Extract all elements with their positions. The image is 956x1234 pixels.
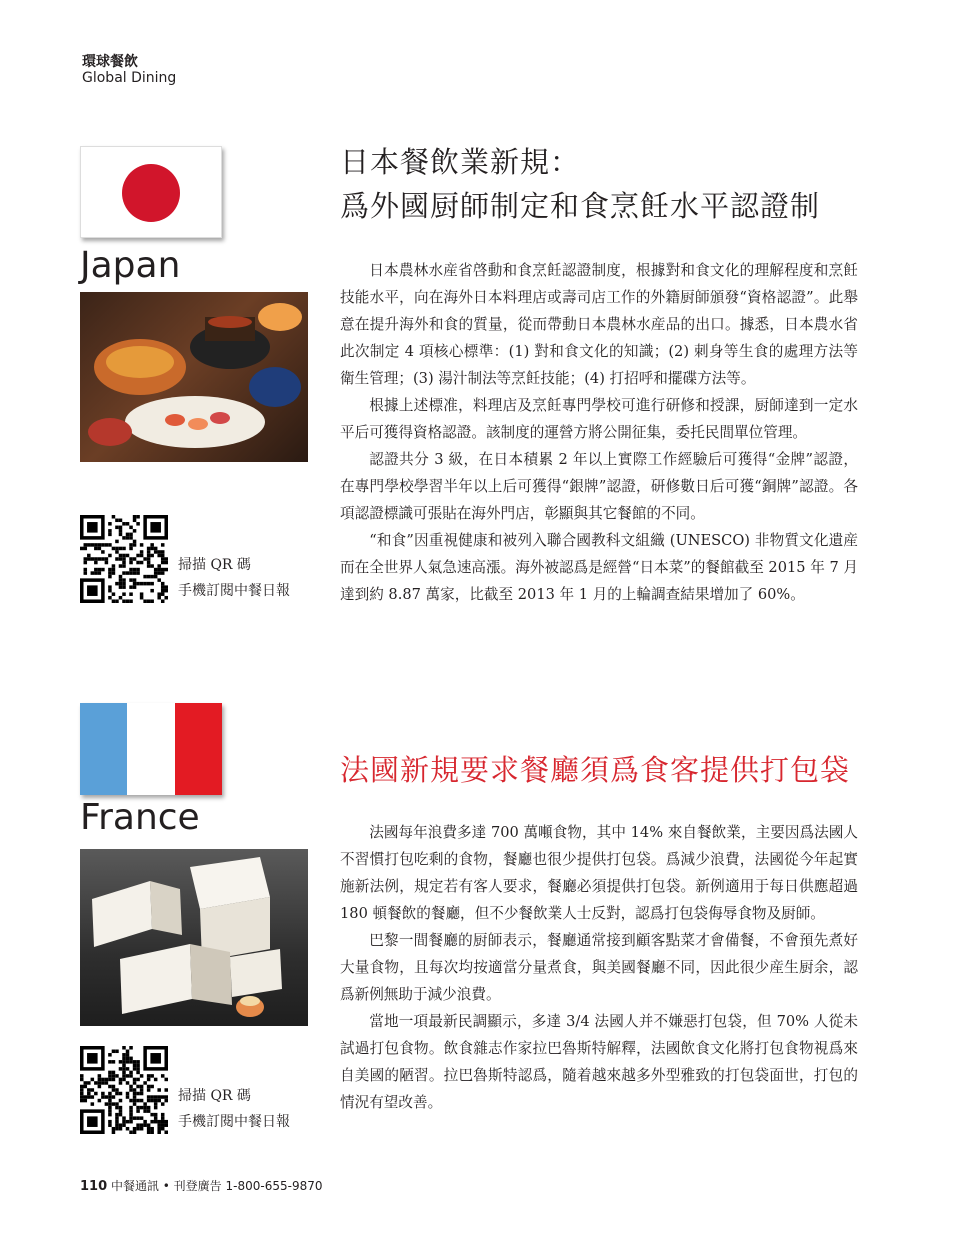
article-japan: [340, 257, 858, 608]
headline-france: 法國新規要求餐廳須爲食客提供打包袋: [340, 753, 851, 787]
qr-code-france[interactable]: [80, 1046, 168, 1134]
qr-caption-france: [178, 1083, 290, 1135]
paragraph: 認證共分 3 級，在日本積累 2 年以上實際工作經驗后可獲得“金牌”認證，在專門學校學習半年以上后可獲得“銀牌”認證，研修數日后可獲“銅牌”認證。各項認證標識可張貼在海外門店，彰顯與其它餐館的不同。: [340, 451, 858, 522]
section-title-en: Global Dining: [82, 70, 177, 86]
paragraph: 巴黎一間餐廳的厨師表示，餐廳通常接到顧客點菜才會備餐，不會預先煮好大量食物，且每次均按適當分量煮食，與美國餐廳不同，因此很少産生厨余，認爲新例無助于減少浪費。: [340, 932, 858, 1003]
page-number: 110: [80, 1179, 108, 1194]
headline-japan-line1: 日本餐飲業新規：: [340, 145, 581, 179]
country-label-france: France: [80, 797, 200, 838]
qr-caption-japan: [178, 552, 290, 604]
qr-caption-subscribe: 手機訂閱中餐日報: [178, 583, 290, 599]
page-footer: [80, 1177, 323, 1194]
paragraph: 法國每年浪費多達 700 萬噸食物，其中 14% 來自餐飲業，主要因爲法國人不習慣打包吃剩的食物，餐廳也很少提供打包袋。爲減少浪費，法國從今年起實施新法例，規定若有客人要求，餐廳必須提供打包袋。新例適用于每日供應超過 180 頓餐飲的餐廳，但不少餐飲業人士反對，認爲打包袋侮辱食物及厨師。: [340, 824, 858, 922]
paragraph: “和食”因重視健康和被列入聯合國教科文組織 (UNESCO) 非物質文化遺産而在全世界人氣急速高漲。海外被認爲是經營“日本菜”的餐館截至 2015 年 7 月達到約 8.87 萬家，比截至 2013 年 1 月的上輪調查結果增加了 60%。: [340, 532, 858, 603]
japanese-food-photo: [80, 292, 308, 462]
qr-caption-scan: 掃描 QR 碼: [178, 1088, 251, 1104]
article-france: [340, 819, 858, 1116]
takeaway-boxes-photo: [80, 849, 308, 1026]
footer-publication: 中餐通訊 • 刊登廣告: [110, 1179, 222, 1193]
country-label-japan: Japan: [80, 245, 181, 286]
headline-japan: [340, 140, 820, 228]
paragraph: 日本農林水産省啓動和食烹飪認證制度，根據對和食文化的理解程度和烹飪技能水平，向在海外日本料理店或壽司店工作的外籍厨師頒發“資格認證”。此舉意在提升海外和食的質量，從而帶動日本農林水産品的出口。據悉，日本農水省此次制定 4 項核心標準：(1) 對和食文化的知識；(2) 刺身等生食的處理方法等衛生管理；(3) 湯汁制法等烹飪技能；(4) 打招呼和擺碟方法等。: [340, 262, 858, 387]
france-flag: [80, 703, 222, 795]
paragraph: 根據上述標准，料理店及烹飪專門學校可進行研修和授課，厨師達到一定水平后可獲得資格認證。該制度的運營方將公開征集，委托民間單位管理。: [340, 397, 858, 441]
qr-code-japan[interactable]: [80, 515, 168, 603]
headline-japan-line2: 爲外國厨師制定和食烹飪水平認證制: [340, 189, 821, 223]
section-title-zh: 環球餐飲: [82, 54, 138, 70]
footer-phone: 1-800-655-9870: [225, 1179, 323, 1193]
paragraph: 當地一項最新民調顯示，多達 3/4 法國人并不嫌惡打包袋，但 70% 人從未試過打包食物。飲食雜志作家拉巴魯斯特解釋，法國飲食文化將打包食物視爲來自美國的陋習。拉巴魯斯特認爲，隨着越來越多外型雅致的打包袋面世，打包的情況有望改善。: [340, 1013, 858, 1111]
japan-flag: [80, 146, 222, 238]
qr-caption-scan: 掃描 QR 碼: [178, 557, 251, 573]
qr-caption-subscribe: 手機訂閱中餐日報: [178, 1114, 290, 1130]
